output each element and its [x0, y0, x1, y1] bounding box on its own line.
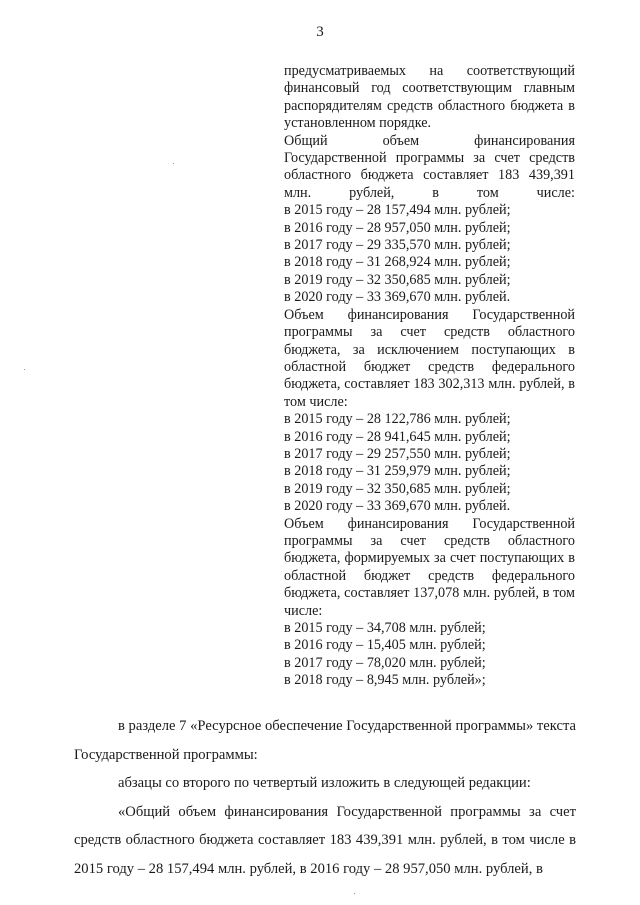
column-paragraph: Объем финансирования Государственной программы за счет средств областного бюджета, за исключением поступающих в областной бюджет средств федерального бюджета, составляет 183 302,313 млн. рублей, в том числе: [284, 306, 575, 410]
year-line: в 2016 году – 28 941,645 млн. рублей; [284, 428, 511, 445]
year-line: в 2020 году – 33 369,670 млн. рублей. [284, 289, 511, 306]
scan-speck [24, 369, 25, 370]
page-number: 3 [316, 24, 324, 40]
year-line: в 2019 году – 32 350,685 млн. рублей; [284, 480, 511, 497]
main-paragraph: «Общий объем финансирования Государственной программы за счет средств областного бюджета составляет 183 439,391 млн. рублей, в том числе в 2015 году – 28 157,494 млн. рублей, в 2016 году – 28 957,050 млн. рублей, в [74, 803, 576, 877]
year-line: в 2019 году – 32 350,685 млн. рублей; [284, 271, 511, 288]
column-paragraph: Общий объем финансирования Государственной программы за счет средств областного бюджета составляет 183 439,391 млн. рублей, в том числе: [284, 132, 575, 201]
year-line: в 2016 году – 28 957,050 млн. рублей; [284, 219, 511, 236]
financing-column [284, 63, 575, 690]
scan-speck [173, 163, 174, 164]
year-line: в 2020 году – 33 369,670 млн. рублей. [284, 498, 511, 515]
year-line: в 2018 году – 8,945 млн. рублей»; [284, 672, 486, 689]
main-text [74, 712, 576, 884]
main-paragraph: в разделе 7 «Ресурсное обеспечение Государственной программы» текста Государственной программы: [74, 718, 576, 763]
year-line: в 2017 году – 78,020 млн. рублей; [284, 654, 486, 671]
scan-speck [354, 893, 355, 894]
year-line: в 2016 году – 15,405 млн. рублей; [284, 637, 486, 654]
year-line: в 2015 году – 28 122,786 млн. рублей; [284, 411, 511, 428]
year-line: в 2015 году – 28 157,494 млн. рублей; [284, 202, 511, 219]
column-paragraph: Объем финансирования Государственной программы за счет средств областного бюджета, формируемых за счет поступающих в областной бюджет средств федерального бюджета, составляет 137,078 млн. рублей, в том числе: [284, 515, 575, 619]
year-line: в 2017 году – 29 257,550 млн. рублей; [284, 445, 511, 462]
year-line: в 2017 году – 29 335,570 млн. рублей; [284, 237, 511, 254]
year-line: в 2015 году – 34,708 млн. рублей; [284, 620, 486, 636]
year-line: в 2018 году – 31 259,979 млн. рублей; [284, 463, 511, 480]
year-line: в 2018 году – 31 268,924 млн. рублей; [284, 254, 511, 271]
column-paragraph: предусматриваемых на соответствующий финансовый год соответствующим главным распорядителям средств областного бюджета в установленном порядке. [284, 63, 575, 132]
main-paragraph: абзацы со второго по четвертый изложить в следующей редакции: [118, 775, 531, 792]
